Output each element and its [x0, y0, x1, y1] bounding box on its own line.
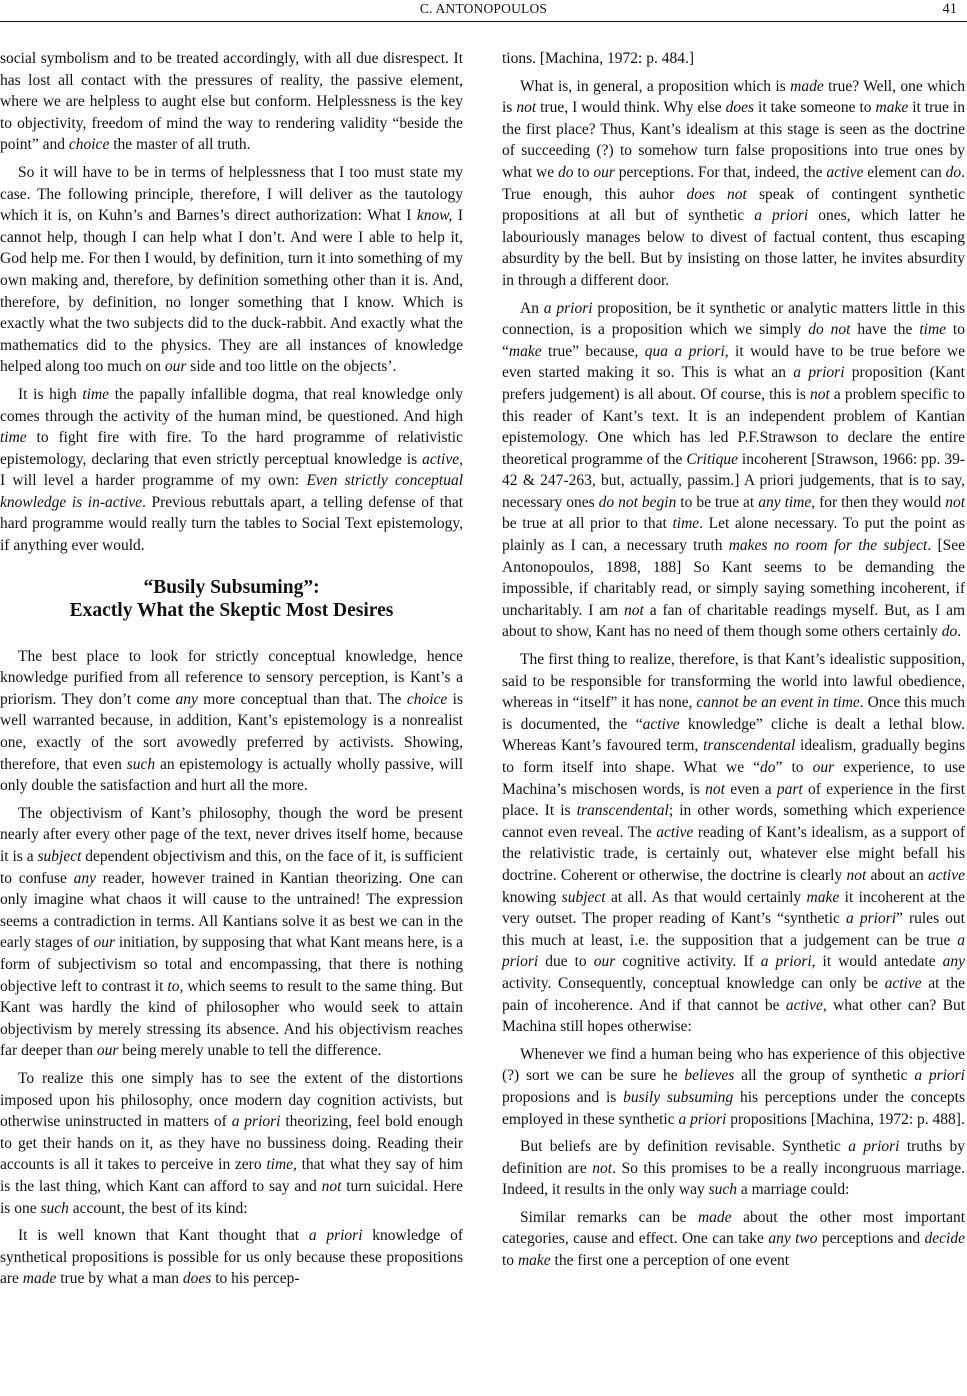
block-quote-continued: tions. [Machina, 1972: p. 484.]: [502, 50, 695, 67]
block-quote: It is well known that Kant thought that a priori knowledge of synthetical propositions is possible for us only because these propositions are made true by what a man does to his percep-: [0, 1227, 463, 1288]
paragraph: The objectivism of Kant’s philosophy, though the word be present nearly after every other page of the text, never drives itself home, because it is a subject dependent objectivism and this, on the face of it, is sufficient to confuse any reader, however trained in Kantian theorizing. One can only imagine what chaos it will cause to the untrained! The expression seems a contradiction in terms. All Kantians solve it as best we can in the early stages of our initiation, by supposing that what Kant means here, is a form of subjectivism so total and encompassing, that there is nothing objective left to contrast it to, which seems to result to the same thing. But Kant was hardly the kind of philosopher who would seek to attain objectivism by merely stressing its absence. And his objectivism reaches far deeper than our being merely unable to tell the difference.: [0, 804, 463, 1060]
paragraph: It is high time the papally infallible dogma, that real knowledge only comes through the activity of the human mind, be questioned. And high time to fight fire with fire. To the hard programme of relativistic epistemology, declaring that even strictly perceptual knowledge is active, I will level a harder programme of my own: Even strictly conceptual knowledge is in-active. Previous rebuttals apart, a telling defense of that hard programme would really turn the tables to Social Text epistemology, if anything ever would.: [0, 385, 463, 555]
block-quote: Similar remarks can be made about the other most important categories, cause and effect. One can take any two perceptions and decide to make the first one a perception of one event: [502, 1208, 965, 1270]
paragraph: The best place to look for strictly conceptual knowledge, hence knowledge purified from all reference to sensory perception, is Kant’s a priorism. They don’t come any more conceptual than that. The choice is well warranted because, in addition, Kant’s epistemology is a nonrealist one, exactly of the sort avowedly preferred by activists. Showing, therefore, that even such an epistemology is actually wholly passive, will only double the satisfaction and hurt all the more.: [0, 647, 464, 795]
right-column: [502, 48, 965, 1278]
section-heading-line-2: Exactly What the Skeptic Most Desires: [69, 599, 394, 621]
section-heading-line-1: “Busily Subsuming”:: [143, 576, 320, 598]
page-number: 41: [942, 1, 957, 17]
left-column: [0, 48, 463, 1296]
header-rule: [0, 21, 967, 22]
running-head: C. ANTONOPOULOS: [419, 1, 548, 16]
paragraph: So it will have to be in terms of helplessness that I too must state my case. The following principle, therefore, I will deliver as the tautology which it is, on Kuhn’s and Barnes’s direct authorization: What I know, I cannot help, though I can help what I don’t. And were I able to help it, God help me. For then I would, by definition, turn it into something of my own making and, therefore, by definition something other than it is. And, therefore, by definition, no longer something that I know. Which is exactly what the two subjects did to the duck-rabbit. And exactly what the mathematics did to the physics. They are all instances of knowledge helped along too much on our side and too little on the objects’.: [0, 163, 463, 376]
paragraph: social symbolism and to be treated accordingly, with all due disrespect. It has lost all contact with the pressures of reality, the passive element, where we are helpless to aught else but conform. Helplessness is the key to objectivity, freedom of mind the way to rendering validity “beside the point” and choice the master of all truth.: [0, 50, 463, 154]
paragraph: The first thing to realize, therefore, is that Kant’s idealistic supposition, said to be responsible for transforming the world into lawful obedience, whereas in “itself” it has none, cannot be an event in time. Once this much is documented, the “active knowledge” cliche is dealt a lethal blow. Whereas Kant’s favoured term, transcendental idealism, gradually begins to form itself into shape. What we “do” to our experience, to use Machina’s mischosen words, is not even a part of experience in the first place. It is transcendental; in other words, something which experience cannot even reveal. The active reading of Kant’s idealism, as a support of the relativistic trade, is certainly out, whatever else might befall his doctrine. Coherent or otherwise, the doctrine is clearly not about an active knowing subject at all. As that would certainly make it incoherent at the very outset. The proper reading of Kant’s “synthetic a priori” rules out this much at least, i.e. the supposition that a judgement can be true a priori due to our cognitive activity. If a priori, it would antedate any activity. Consequently, conceptual knowledge can only be active at the pain of incoherence. And if that cannot be active, what other can? But Machina still hopes otherwise:: [502, 651, 966, 1036]
page-header: [0, 0, 967, 30]
paragraph: But beliefs are by definition revisable. Synthetic a priori truths by definition are not. So this promises to be a really incongruous marriage. Indeed, it results in the only way such a marriage could:: [502, 1138, 965, 1199]
paragraph: To realize this one simply has to see the extent of the distortions imposed upon his philosophy, once modern day cognition activists, but otherwise uninstructed in matters of a priori theorizing, feel bold enough to get their hands on it, as they have no bussiness doing. Reading their accounts is all it takes to perceive in zero time, that what they say of him is the last thing, which Kant can afford to say and not turn suicidal. Here is one such account, the best of its kind:: [0, 1069, 463, 1217]
section-heading: [0, 576, 463, 622]
block-quote: Whenever we find a human being who has experience of this objective (?) sort we can be sure he believes all the group of synthetic a priori proposions and is busily subsuming his perceptions under the concepts employed in these synthetic a priori propositions [Machina, 1972: p. 488].: [502, 1045, 965, 1128]
paragraph: An a priori proposition, be it synthetic or analytic matters little in this connection, is a proposition which we simply do not have the time to “make true” because, qua a priori, it would have to be true before we even started making it so. This is what an a priori proposition (Kant prefers judgement) is all about. Of course, this is not a problem specific to this reader of Kant’s text. It is an independent problem of Kantian epistemology. One which has led P.F.Strawson to declare the entire theoretical programme of the Critique incoherent [Strawson, 1966: pp. 39-42 & 247-263, but, actually, passim.] A priori judgements, that is to say, necessary ones do not begin to be true at any time, for then they would not be true at all prior to that time. Let alone necessary. To put the point as plainly as I can, a necessary truth makes no room for the subject. [See Antonopoulos, 1898, 188] So Kant seems to be demanding the impossible, if charitably read, or simply saying something incoherent, if uncharitably. I am not a fan of charitable readings myself. But, as I am about to show, Kant has no need of them though some others certainly do.: [502, 299, 966, 641]
paragraph: What is, in general, a proposition which is made true? Well, one which is not true, I would think. Why else does it take someone to make it true in the first place? Thus, Kant’s idealism at this stage is seen as the doctrine of succeeding (?) to somehow turn false propositions into true ones by what we do to our perceptions. For that, indeed, the active element can do. True enough, this auhor does not speak of contingent synthetic propositions at all but of synthetic a priori ones, which latter he labouriously manages below to divest of factual content, thus escaping absurdity by the bell. But by insisting on those latter, he invites absurdity in through a different door.: [502, 77, 966, 289]
